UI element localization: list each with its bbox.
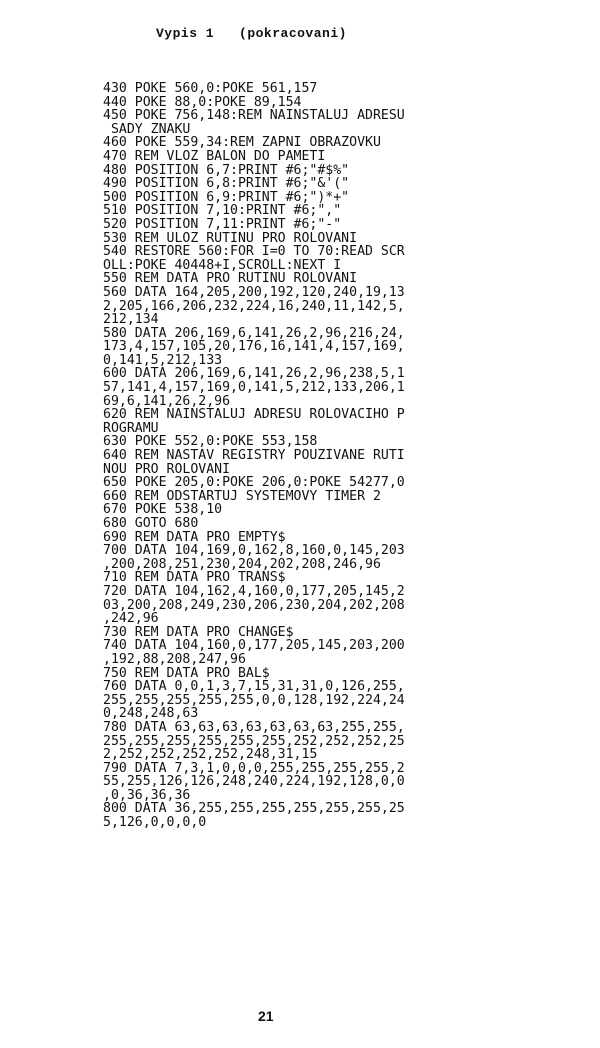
code-line: 640 REM NASTAV REGISTRY POUZIVANE RUTI bbox=[103, 448, 405, 464]
code-line: 520 POSITION 7,11:PRINT #6;"-" bbox=[103, 216, 342, 232]
code-line: 560 DATA 164,205,200,192,120,240,19,13 bbox=[103, 284, 405, 300]
code-line: 620 REM NAINSTALUJ ADRESU ROLOVACIHO P bbox=[103, 407, 405, 423]
code-line: 580 DATA 206,169,6,141,26,2,96,216,24, bbox=[103, 325, 405, 341]
code-line: 530 REM ULOZ RUTINU PRO ROLOVANI bbox=[103, 230, 358, 246]
code-line: 2,252,252,252,252,248,31,15 bbox=[103, 747, 318, 763]
code-line: 700 DATA 104,169,0,162,8,160,0,145,203 bbox=[103, 543, 405, 559]
code-line: 440 POKE 88,0:POKE 89,154 bbox=[103, 94, 302, 110]
code-line: 450 POKE 756,148:REM NAINSTALUJ ADRESU bbox=[103, 108, 405, 124]
code-line: 710 REM DATA PRO TRANS$ bbox=[103, 570, 286, 586]
code-line: 780 DATA 63,63,63,63,63,63,63,255,255, bbox=[103, 719, 405, 735]
basic-program-listing bbox=[103, 82, 483, 830]
code-line: 750 REM DATA PRO BAL$ bbox=[103, 665, 270, 681]
code-line: ROGRAMU bbox=[103, 420, 159, 436]
code-line: 690 REM DATA PRO EMPTY$ bbox=[103, 529, 286, 545]
code-line: 630 POKE 552,0:POKE 553,158 bbox=[103, 434, 318, 450]
code-line: OLL:POKE 40448+I,SCROLL:NEXT I bbox=[103, 257, 342, 273]
code-line: 470 REM VLOZ BALON DO PAMETI bbox=[103, 148, 326, 164]
code-line: 5,126,0,0,0,0 bbox=[103, 815, 207, 831]
code-line: 500 POSITION 6,9:PRINT #6;")*+" bbox=[103, 189, 350, 205]
code-line: 680 GOTO 680 bbox=[103, 516, 199, 531]
code-line: 0,141,5,212,133 bbox=[103, 352, 223, 368]
code-line: 760 DATA 0,0,1,3,7,15,31,31,0,126,255, bbox=[103, 679, 405, 695]
code-line: 69,6,141,26,2,96 bbox=[103, 393, 231, 409]
code-line: 740 DATA 104,160,0,177,205,145,203,200 bbox=[103, 638, 405, 654]
code-line: 57,141,4,157,169,0,141,5,212,133,206,1 bbox=[103, 380, 405, 396]
code-line: 480 POSITION 6,7:PRINT #6;"#$%" bbox=[103, 162, 350, 178]
code-line: ,242,96 bbox=[103, 611, 159, 627]
code-line: ,0,36,36,36 bbox=[103, 787, 191, 803]
listing-title: Vypis 1 (pokracovani) bbox=[156, 26, 347, 41]
code-line: 670 POKE 538,10 bbox=[103, 502, 223, 518]
code-line: 490 POSITION 6,8:PRINT #6;"&'(" bbox=[103, 176, 350, 192]
code-line: 660 REM ODSTARTUJ SYSTEMOVY TIMER 2 bbox=[103, 488, 381, 504]
code-line: 720 DATA 104,162,4,160,0,177,205,145,2 bbox=[103, 583, 405, 599]
code-line: 460 POKE 559,34:REM ZAPNI OBRAZOVKU bbox=[103, 135, 381, 151]
code-line: ,192,88,208,247,96 bbox=[103, 651, 246, 667]
code-line: 03,200,208,249,230,206,230,204,202,208 bbox=[103, 597, 405, 613]
code-line: 0,248,248,63 bbox=[103, 706, 199, 722]
code-line: 430 POKE 560,0:POKE 561,157 bbox=[103, 81, 318, 96]
code-line: 650 POKE 205,0:POKE 206,0:POKE 54277,0 bbox=[103, 475, 405, 491]
page-number: 21 bbox=[258, 1008, 274, 1024]
code-line: NOU PRO ROLOVANI bbox=[103, 461, 231, 477]
code-line: 600 DATA 206,169,6,141,26,2,96,238,5,1 bbox=[103, 366, 405, 382]
code-line: 55,255,126,126,248,240,224,192,128,0,0 bbox=[103, 774, 405, 790]
code-line: 790 DATA 7,3,1,0,0,0,255,255,255,255,2 bbox=[103, 760, 405, 776]
code-line: 540 RESTORE 560:FOR I=0 TO 70:READ SCR bbox=[103, 244, 405, 260]
code-line: 550 REM DATA PRO RUTINU ROLOVANI bbox=[103, 271, 358, 287]
code-line: 2,205,166,206,232,224,16,240,11,142,5, bbox=[103, 298, 405, 314]
code-line: 800 DATA 36,255,255,255,255,255,255,25 bbox=[103, 801, 405, 817]
code-line: 173,4,157,105,20,176,16,141,4,157,169, bbox=[103, 339, 405, 355]
code-line: 212,134 bbox=[103, 312, 159, 328]
code-line: ,200,208,251,230,204,202,208,246,96 bbox=[103, 556, 381, 572]
code-line: 730 REM DATA PRO CHANGE$ bbox=[103, 624, 294, 640]
code-line: 510 POSITION 7,10:PRINT #6;"," bbox=[103, 203, 342, 219]
code-line: 255,255,255,255,255,0,0,128,192,224,24 bbox=[103, 692, 405, 708]
code-line: 255,255,255,255,255,255,252,252,252,25 bbox=[103, 733, 405, 749]
code-line: SADY ZNAKU bbox=[103, 121, 191, 137]
